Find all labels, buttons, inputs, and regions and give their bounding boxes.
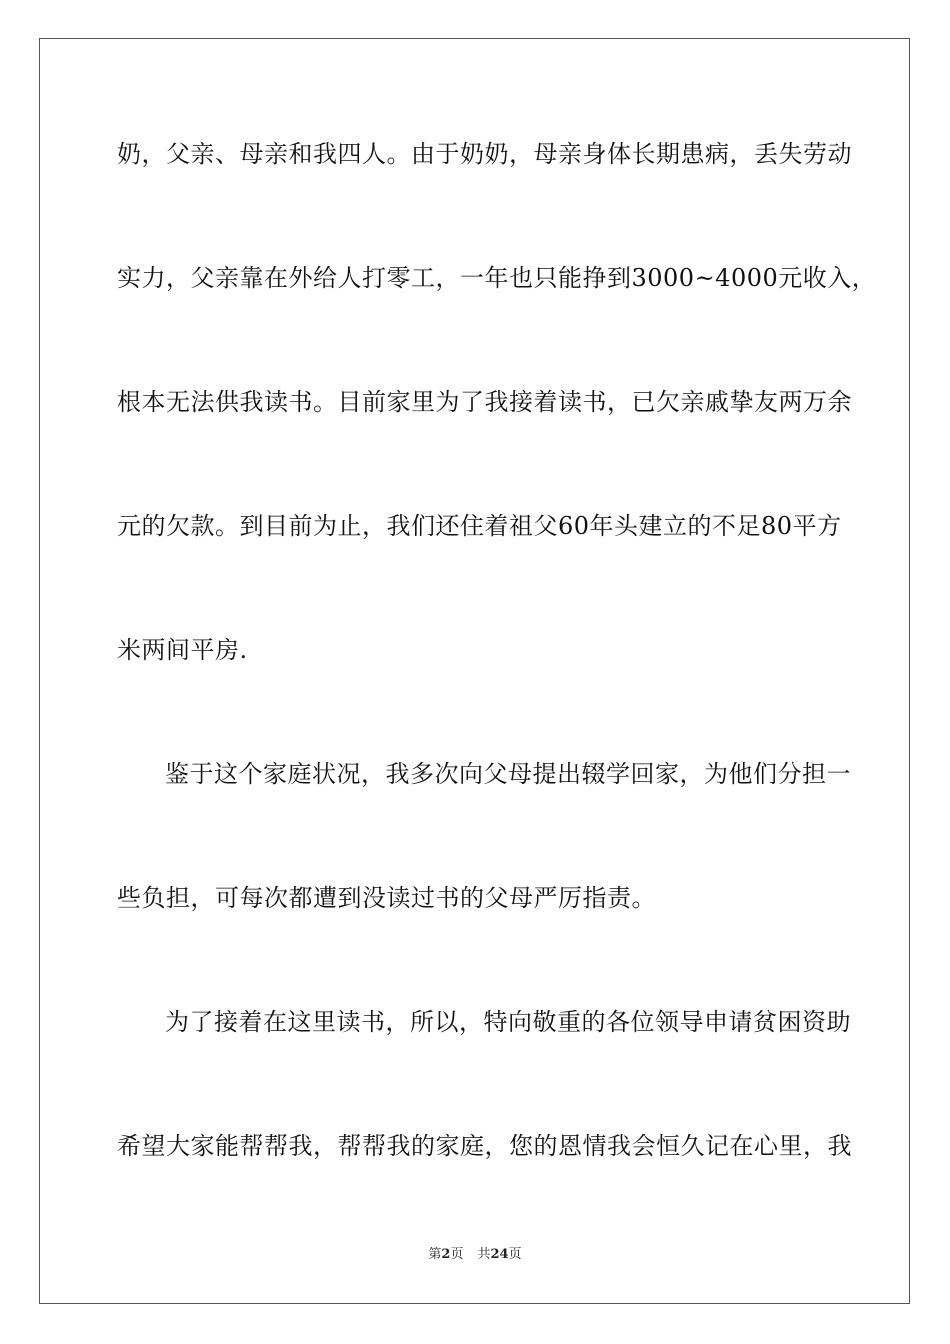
body-line-9: 希望大家能帮帮我，帮帮我的家庭，您的恩情我会恒久记在心里，我 (117, 1132, 852, 1160)
footer-page-prefix: 第 (428, 1247, 442, 1262)
footer-total-pages: 24 (490, 1247, 509, 1262)
body-line-5: 米两间平房. (117, 636, 248, 664)
page-border (39, 38, 910, 1304)
footer-page-suffix: 页 (450, 1247, 464, 1262)
body-line-1: 奶，父亲、母亲和我四人。由于奶奶，母亲身体长期患病，丢失劳动 (117, 140, 852, 168)
body-line-2: 实力，父亲靠在外给人打零工，一年也只能挣到3000~4000元收入， (117, 264, 877, 292)
body-line-4: 元的欠款。到目前为止，我们还住着祖父60年头建立的不足80平方 (117, 512, 842, 540)
body-line-3: 根本无法供我读书。目前家里为了我接着读书，已欠亲戚挚友两万余 (117, 388, 852, 416)
page-footer (0, 1246, 950, 1264)
footer-total-suffix: 页 (508, 1247, 522, 1262)
body-line-6: 鉴于这个家庭状况，我多次向父母提出辍学回家，为他们分担一 (165, 760, 851, 788)
body-line-8: 为了接着在这里读书，所以，特向敬重的各位领导申请贫困资助 (165, 1008, 851, 1036)
body-line-7: 些负担，可每次都遭到没读过书的父母严厉指责。 (117, 884, 656, 912)
footer-total-prefix: 共 (477, 1247, 491, 1262)
footer-page-number: 2 (441, 1247, 451, 1262)
